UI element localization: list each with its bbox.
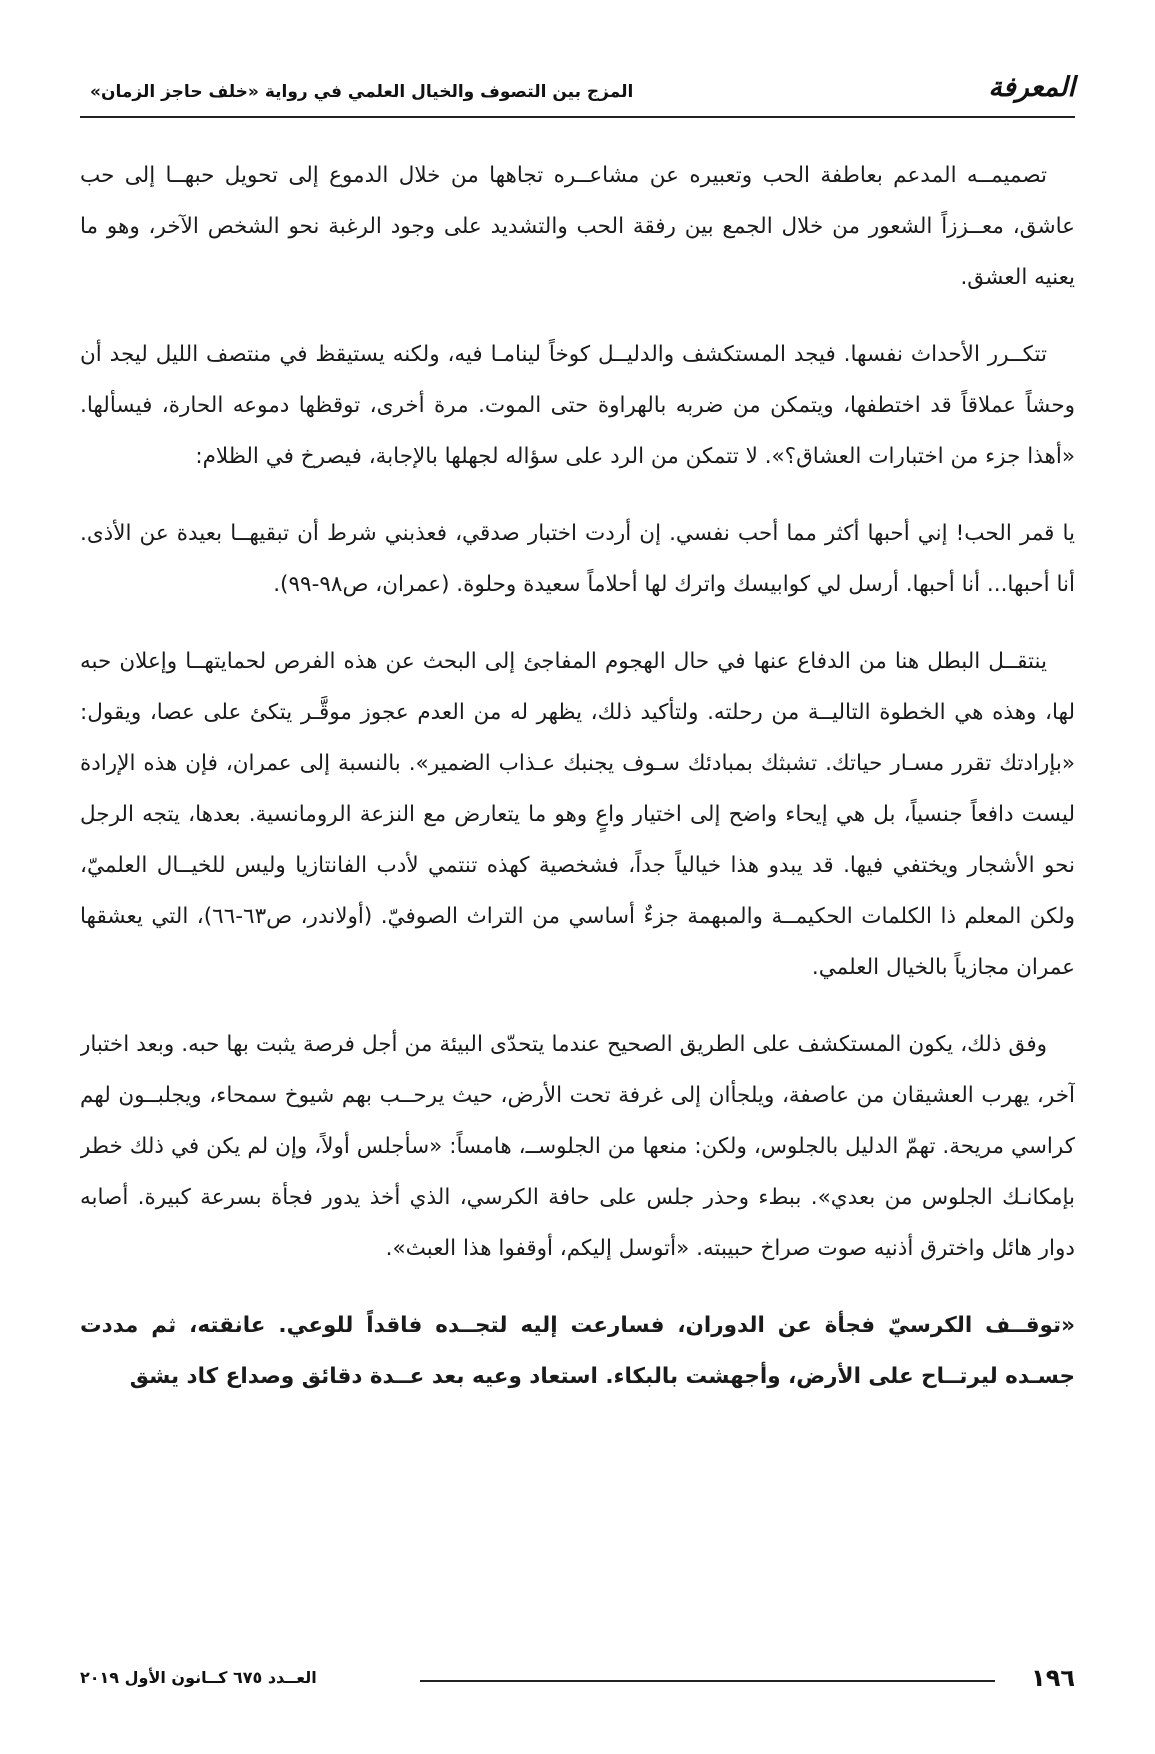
page-footer	[80, 1664, 1075, 1704]
paragraph: تصميمــه المدعم بعاطفة الحب وتعبيره عن مشاعــره تجاهها من خلال الدموع إلى تحويل حبهــا إلى حب عاشق، معــززاً الشعور من خلال الجمع بين رفقة الحب والتشديد على وجود الرغبة نحو الشخص الآخر، وهو ما يعنيه العشق.	[80, 163, 1075, 290]
footer-divider	[420, 1680, 995, 1682]
bold-quote-paragraph: «توقــف الكرسيّ فجأة عن الدوران، فسارعت إليه لتجــده فاقداً للوعي. عانقته، ثم مددت جسـده ليرتــاح على الأرض، وأجهشت بالبكاء. استعاد وعيه بعد عــدة دقائق وصداع كاد يشق	[80, 1313, 1075, 1389]
magazine-logo: المعرفة	[988, 72, 1075, 103]
paragraph: وفق ذلك، يكون المستكشف على الطريق الصحيح عندما يتحدّى البيئة من أجل فرصة يثبت بها حبه. وبعد اختبار آخر، يهرب العشيقان من عاصفة، ويلجأان إلى غرفة تحت الأرض، حيث يرحــب بهم شيوخ سمحاء، ويجلبــون لهم كراسي مريحة. تهمّ الدليل بالجلوس، ولكن: منعها من الجلوســ، هامساً: «سأجلس أولاً، وإن لم يكن في ذلك خطر بإمكانـك الجلوس من بعدي». ببطء وحذر جلس على حافة الكرسي، الذي أخذ يدور فجأة بسرعة كبيرة. أصابه دوار هائل واخترق أذنيه صوت صراخ حبيبته. «أتوسل إليكم، أوقفوا هذا العبث».	[80, 1032, 1075, 1261]
page-number: ١٩٦	[1031, 1664, 1075, 1692]
article-body	[80, 150, 1075, 1640]
page-header	[80, 72, 1075, 118]
paragraph: تتكــرر الأحداث نفسها. فيجد المستكشف والدليــل كوخاً لينامـا فيه، ولكنه يستيقظ في منتصف الليل ليجد أن وحشاً عملاقاً قد اختطفها، ويتمكن من ضربه بالهراوة حتى الموت. مرة أخرى، توقظها دموعه الحارة، فيسألها. «أهذا جزء من اختبارات العشاق؟». لا تتمكن من الرد على سؤاله لجهلها بالإجابة، فيصرخ في الظلام:	[80, 342, 1075, 469]
running-title: المزج بين التصوف والخيال العلمي في رواية «خلف حاجز الزمان»	[90, 82, 634, 102]
issue-info: العــدد ٦٧٥ كــانون الأول ٢٠١٩	[80, 1668, 317, 1687]
paragraph: ينتقــل البطل هنا من الدفاع عنها في حال الهجوم المفاجئ إلى البحث عن هذه الفرص لحمايتهــا وإعلان حبه لها، وهذه هي الخطوة التاليــة من رحلته. ولتأكيد ذلك، يظهر له من العدم عجوز موقَّـر يتكئ على عصا، ويقول: «بإرادتك تقرر مسـار حياتك. تشبثك بمبادئك سـوف يجنبك عـذاب الضمير». بالنسبة إلى عمران، فإن هذه الإرادة ليست دافعاً جنسياً، بل هي إيحاء واضح إلى اختيار واعٍ وهو ما يتعارض مع النزعة الرومانسية. بعدها، يتجه الرجل نحو الأشجار ويختفي فيها. قد يبدو هذا خيالياً جداً، فشخصية كهذه تنتمي لأدب الفانتازيا وليس للخيــال العلميّ، ولكن المعلم ذا الكلمات الحكيمــة والمبهمة جزءٌ أساسي من التراث الصوفيّ. (أولاندر، ص٦٣-٦٦)، التي يعشقها عمران مجازياً بالخيال العلمي.	[80, 649, 1075, 980]
block-quote: يا قمر الحب! إني أحبها أكثر مما أحب نفسي. إن أردت اختبار صدقي، فعذبني شرط أن تبقيهــا بعيدة عن الأذى. أنا أحبها... أنا أحبها. أرسل لي كوابيسك واترك لها أحلاماً سعيدة وحلوة. (عمران، ص٩٨-٩٩).	[80, 521, 1075, 597]
